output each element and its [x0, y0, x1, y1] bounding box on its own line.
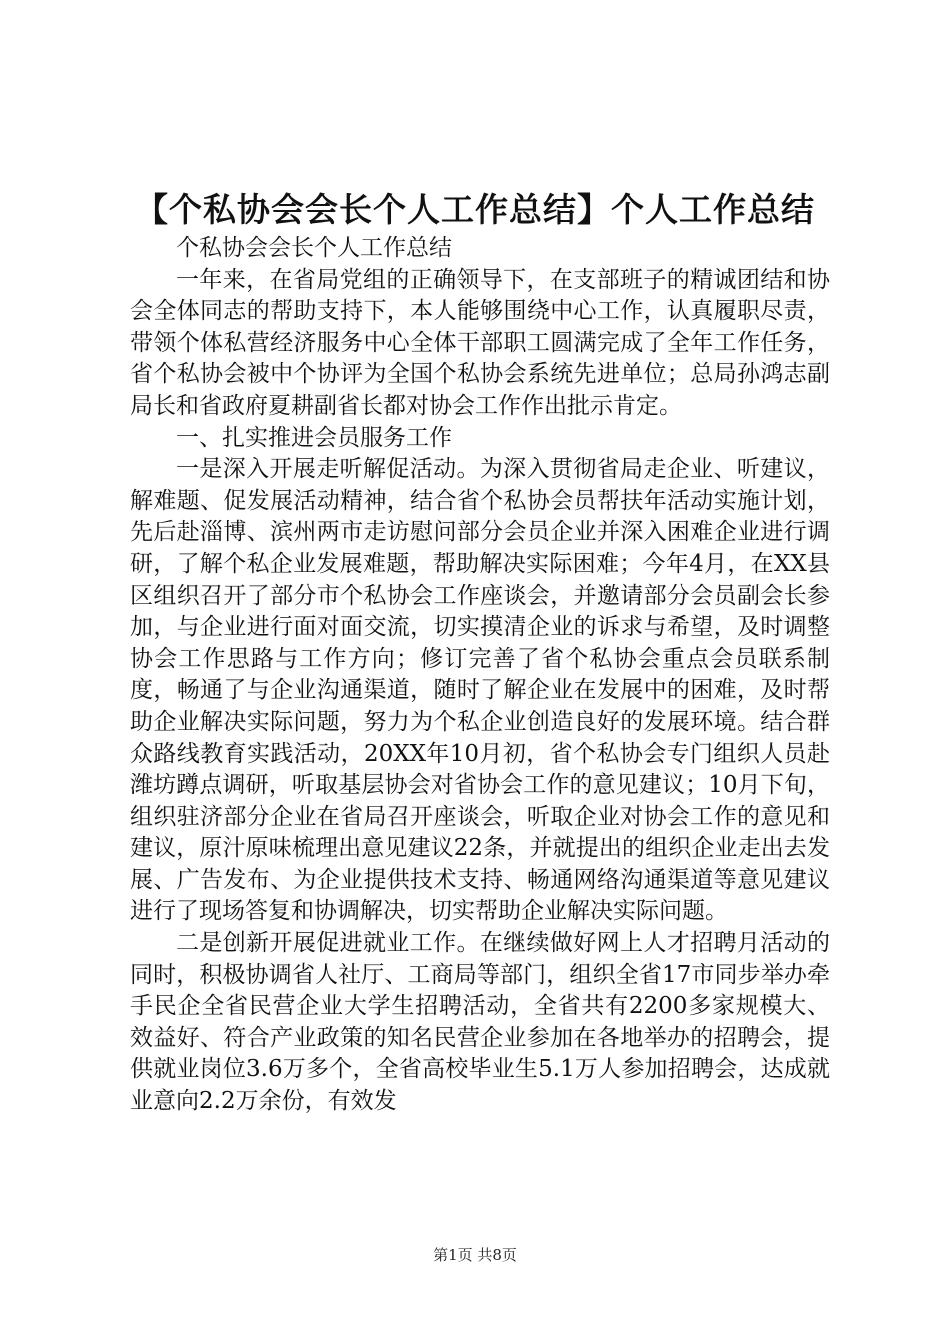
document-body: [130, 233, 830, 1118]
section-heading: 一、扎实推进会员服务工作: [176, 424, 452, 451]
page-number: 第1页 共8页: [433, 1246, 517, 1264]
document-title: 【个私协会会长个人工作总结】个人工作总结: [135, 190, 815, 229]
body-paragraph: 二是创新开展促进就业工作。在继续做好网上人才招聘月活动的同时，积极协调省人社厅、工商局等部门，组织全省17市同步举办牵手民企全省民营企业大学生招聘活动，全省共有2200多家规模大、效益好、符合产业政策的知名民营企业参加在各地举办的招聘会，提供就业岗位3.6万多个，全省高校毕业生5.1万人参加招聘会，达成就业意向2.2万余份，有效发: [130, 930, 830, 1115]
subtitle-paragraph: 个私协会会长个人工作总结: [176, 235, 452, 261]
body-paragraph: 一是深入开展走听解促活动。为深入贯彻省局走企业、听建议，解难题、促发展活动精神，结合省个私协会员帮扶年活动实施计划，先后赴淄博、滨州两市走访慰问部分会员企业并深入困难企业进行调研，了解个私企业发展难题，帮助解决实际困难；今年4月，在XX县区组织召开了部分市个私协会工作座谈会，并邀请部分会员副会长参加，与企业进行面对面交流，切实摸清企业的诉求与希望，及时调整协会工作思路与工作方向；修订完善了省个私协会重点会员联系制度，畅通了与企业沟通渠道，随时了解企业在发展中的困难，及时帮助企业解决实际问题，努力为个私企业创造良好的发展环境。结合群众路线教育实践活动，20XX年10月初，省个私协会专门组织人员赴潍坊蹲点调研，听取基层协会对省协会工作的意见建议；10月下旬，组织驻济部分企业在省局召开座谈会，听取企业对协会工作的意见和建议，原汁原味梳理出意见建议22条，并就提出的组织企业走出去发展、广告发布、为企业提供技术支持、畅通网络沟通渠道等意见建议进行了现场答复和协调解决，切实帮助企业解决实际问题。: [130, 456, 830, 925]
intro-paragraph: 一年来，在省局党组的正确领导下，在支部班子的精诚团结和协会全体同志的帮助支持下，本人能够围绕中心工作，认真履职尽责，带领个体私营经济服务中心全体干部职工圆满完成了全年工作任务，省个私协会被中个协评为全国个私协会系统先进单位；总局孙鸿志副局长和省政府夏耕副省长都对协会工作作出批示肯定。: [130, 266, 830, 419]
